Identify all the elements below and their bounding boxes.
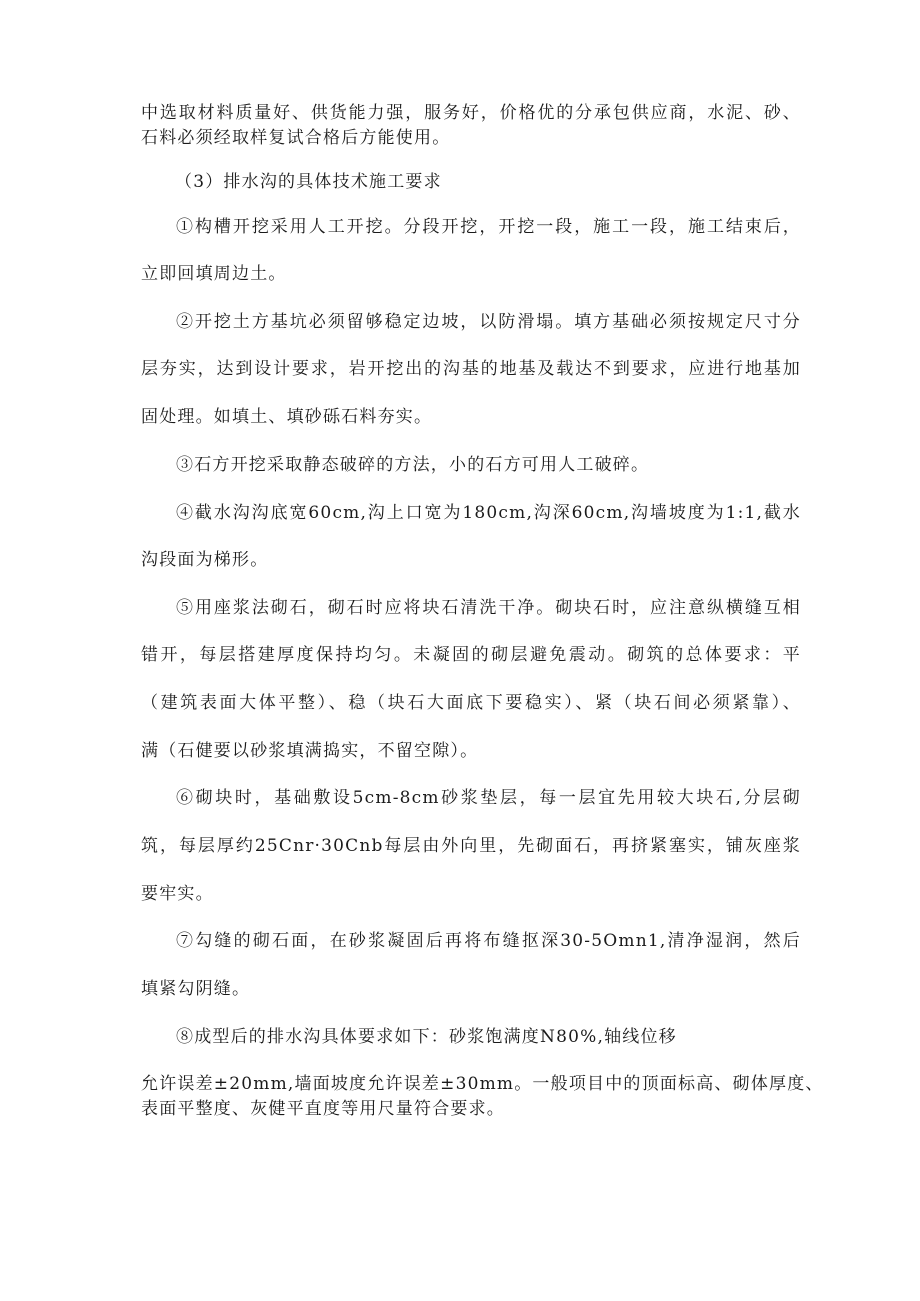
- item-5-line-4: 满（石健要以砂浆填满捣实，不留空隙）。: [141, 741, 479, 761]
- closing-line-1: 允许误差±20mm,墙面坡度允许误差±30mm。一般项目中的顶面标高、砌体厚度、: [141, 1074, 824, 1094]
- item-1-line-1: ①构槽开挖采用人工开挖。分段开挖，开挖一段，施工一段，施工结束后，: [176, 217, 801, 237]
- item-6-line-1: ⑥砌块时，基础敷设5cm-8cm砂浆垫层，每一层宜先用较大块石,分层砌: [176, 788, 801, 808]
- item-6-line-3: 要牢实。: [141, 884, 214, 904]
- item-5-line-1: ⑤用座浆法砌石，砌石时应将块石清洗干净。砌块石时，应注意纵横缝互相: [176, 598, 801, 618]
- item-2-line-3: 固处理。如填土、填砂砾石料夯实。: [141, 407, 433, 427]
- item-2-line-2: 层夯实，达到设计要求，岩开挖出的沟基的地基及载达不到要求，应进行地基加: [141, 359, 801, 379]
- item-7-line-2: 填紧勾阴缝。: [141, 979, 251, 999]
- item-3-line-1: ③石方开挖采取静态破碎的方法，小的石方可用人工破碎。: [176, 455, 650, 475]
- item-4-line-2: 沟段面为梯形。: [141, 550, 269, 570]
- item-5-line-3: （建筑表面大体平整）、稳（块石大面底下要稳实）、紧（块石间必须紧靠）、: [141, 693, 801, 713]
- intro-line-2: 石料必须经取样复试合格后方能使用。: [141, 128, 451, 148]
- item-4-line-1: ④截水沟沟底宽60cm,沟上口宽为180cm,沟深60cm,沟墙坡度为1:1,截水: [176, 503, 801, 523]
- intro-line-1: 中选取材料质量好、供货能力强，服务好，价格优的分承包供应商，水泥、砂、: [141, 103, 801, 123]
- item-8-line-1: ⑧成型后的排水沟具体要求如下：砂浆饱满度N80%,轴线位移: [176, 1027, 677, 1047]
- item-2-line-1: ②开挖土方基坑必须留够稳定边坡，以防滑塌。填方基础必须按规定尺寸分: [176, 312, 801, 332]
- item-7-line-1: ⑦勾缝的砌石面，在砂浆凝固后再将布缝抠深30-5Omn1,清净湿润，然后: [176, 931, 801, 951]
- section-heading: （3）排水沟的具体技术施工要求: [175, 172, 442, 192]
- closing-line-2: 表面平整度、灰健平直度等用尺量符合要求。: [141, 1099, 505, 1119]
- item-6-line-2: 筑，每层厚约25Cnr·30Cnb每层由外向里，先砌面石，再挤紧塞实，铺灰座浆: [141, 836, 801, 856]
- item-5-line-2: 错开，每层搭建厚度保持均匀。未凝固的砌层避免震动。砌筑的总体要求：平: [141, 645, 801, 665]
- item-1-line-2: 立即回填周边土。: [141, 264, 287, 284]
